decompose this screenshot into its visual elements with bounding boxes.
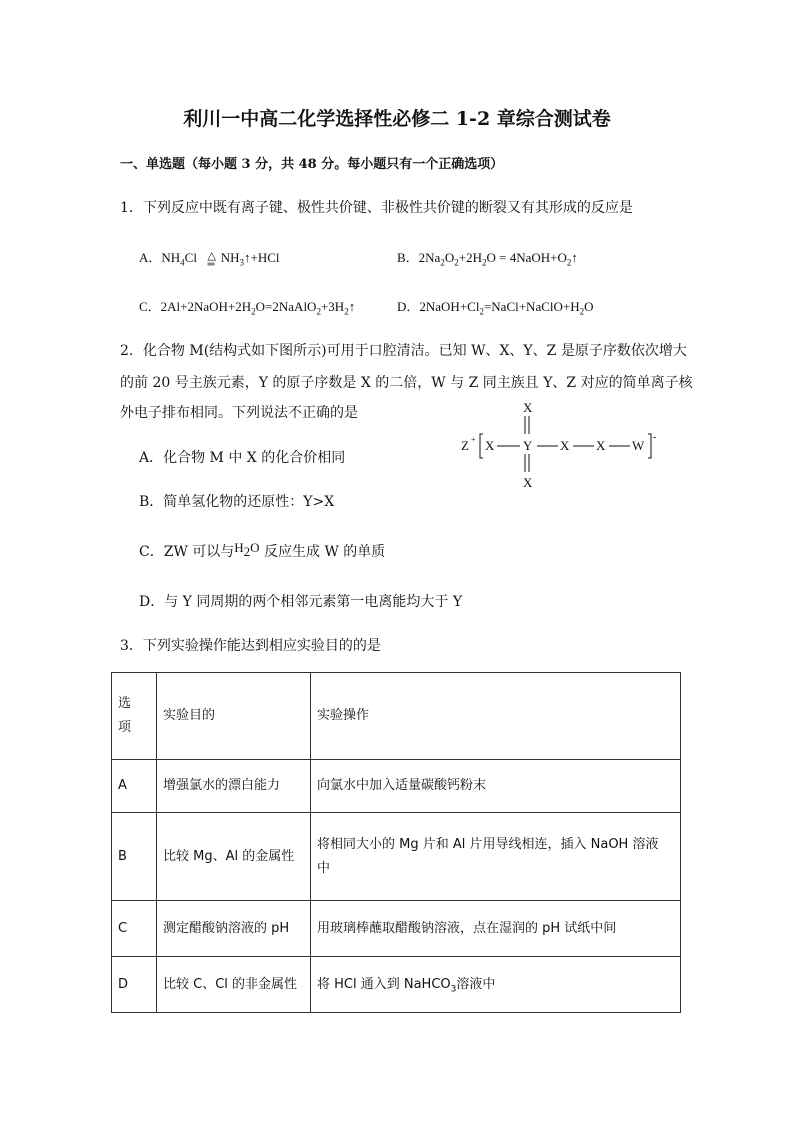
table-row: [112, 813, 681, 901]
table-row: [112, 901, 681, 957]
right-bracket: [648, 434, 651, 458]
ion-charge: -: [653, 432, 657, 443]
question-3-stem: 3．下列实验操作能达到相应实验目的的是: [120, 638, 381, 654]
left-bracket: [480, 434, 483, 458]
row-b-option: B: [112, 813, 157, 901]
section-heading: 一、单选题（每小题 3 分，共 48 分。每小题只有一个正确选项）: [120, 157, 504, 172]
question-2-line-2: 的前 20 号主族元素，Y 的原子序数是 X 的二倍，W 与 Z 同主族且 Y、Z 对应的简单离子核: [120, 375, 693, 391]
table-row: [112, 957, 681, 1013]
atom-x-top: X: [523, 400, 533, 415]
row-b-operation: 将相同大小的 Mg 片和 Al 片用导线相连，插入 NaOH 溶液 中: [311, 813, 681, 901]
row-d-purpose: 比较 C、Cl 的非金属性: [157, 957, 311, 1013]
row-a-operation: 向氯水中加入适量碳酸钙粉末: [311, 760, 681, 813]
q1-option-c: C．$2Al+2NaOH+2H_2O=2NaAlO_2+3H_2↑$: [139, 299, 356, 317]
header-option: 选 项: [112, 673, 157, 760]
header-operation: 实验操作: [311, 673, 681, 760]
question-1-stem: 1．下列反应中既有离子键、极性共价键、非极性共价键的断裂又有其形成的反应是: [120, 200, 633, 216]
q2-option-b: B．简单氢化物的还原性：Y>X: [139, 494, 335, 510]
atom-z: Z: [461, 438, 469, 453]
equilibrium-bar: ═: [207, 259, 214, 270]
atom-w: W: [632, 438, 645, 453]
q2-option-a: A．化合物 M 中 X 的化合价相同: [139, 450, 346, 466]
table-header-row: [112, 673, 681, 760]
question-2-line-3: 外电子排布相同。下列说法不正确的是: [120, 405, 358, 421]
atom-x-1: X: [485, 438, 495, 453]
row-c-operation: 用玻璃棒蘸取醋酸钠溶液，点在湿润的 pH 试纸中间: [311, 901, 681, 957]
row-c-option: C: [112, 901, 157, 957]
table-row: [112, 760, 681, 813]
question-2-line-1: 2．化合物 M(结构式如下图所示)可用于口腔清洁。已知 W、X、Y、Z 是原子序数依次增大: [120, 343, 687, 359]
row-a-option: A: [112, 760, 157, 813]
row-d-operation: 将 HCl 通入到 NaHCO$_3$溶液中: [311, 957, 681, 1013]
heat-symbol: △: [207, 250, 216, 262]
q2-option-c: C．ZW 可以与$H_2O$ 反应生成 W 的单质: [139, 540, 386, 560]
row-b-purpose: 比较 Mg、Al 的金属性: [157, 813, 311, 901]
row-c-purpose: 测定醋酸钠溶液的 pH: [157, 901, 311, 957]
atom-y: Y: [523, 438, 533, 453]
row-a-purpose: 增强氯水的漂白能力: [157, 760, 311, 813]
q1-option-d: D．$2NaOH+Cl_2=NaCl+NaClO+H_2O$: [397, 299, 594, 317]
page-title: 利川一中高二化学选择性必修二 1-2 章综合测试卷: [183, 108, 611, 130]
q2-option-d: D．与 Y 同周期的两个相邻元素第一电离能均大于 Y: [139, 594, 463, 610]
experiment-table: [111, 672, 681, 1013]
row-d-option: D: [112, 957, 157, 1013]
header-purpose: 实验目的: [157, 673, 311, 760]
q1-option-b: B．$2Na_2O_2+2H_2O$ = $4NaOH+O_2↑$: [397, 250, 578, 268]
atom-x-bottom: X: [523, 475, 533, 490]
atom-x-3: X: [596, 438, 606, 453]
q1-option-a: A．$NH_4Cl$ △ ═ $NH_3↑+HCl$: [139, 250, 280, 270]
z-charge: +: [471, 435, 476, 444]
structure-formula-diagram: [458, 396, 678, 496]
atom-x-2: X: [560, 438, 570, 453]
